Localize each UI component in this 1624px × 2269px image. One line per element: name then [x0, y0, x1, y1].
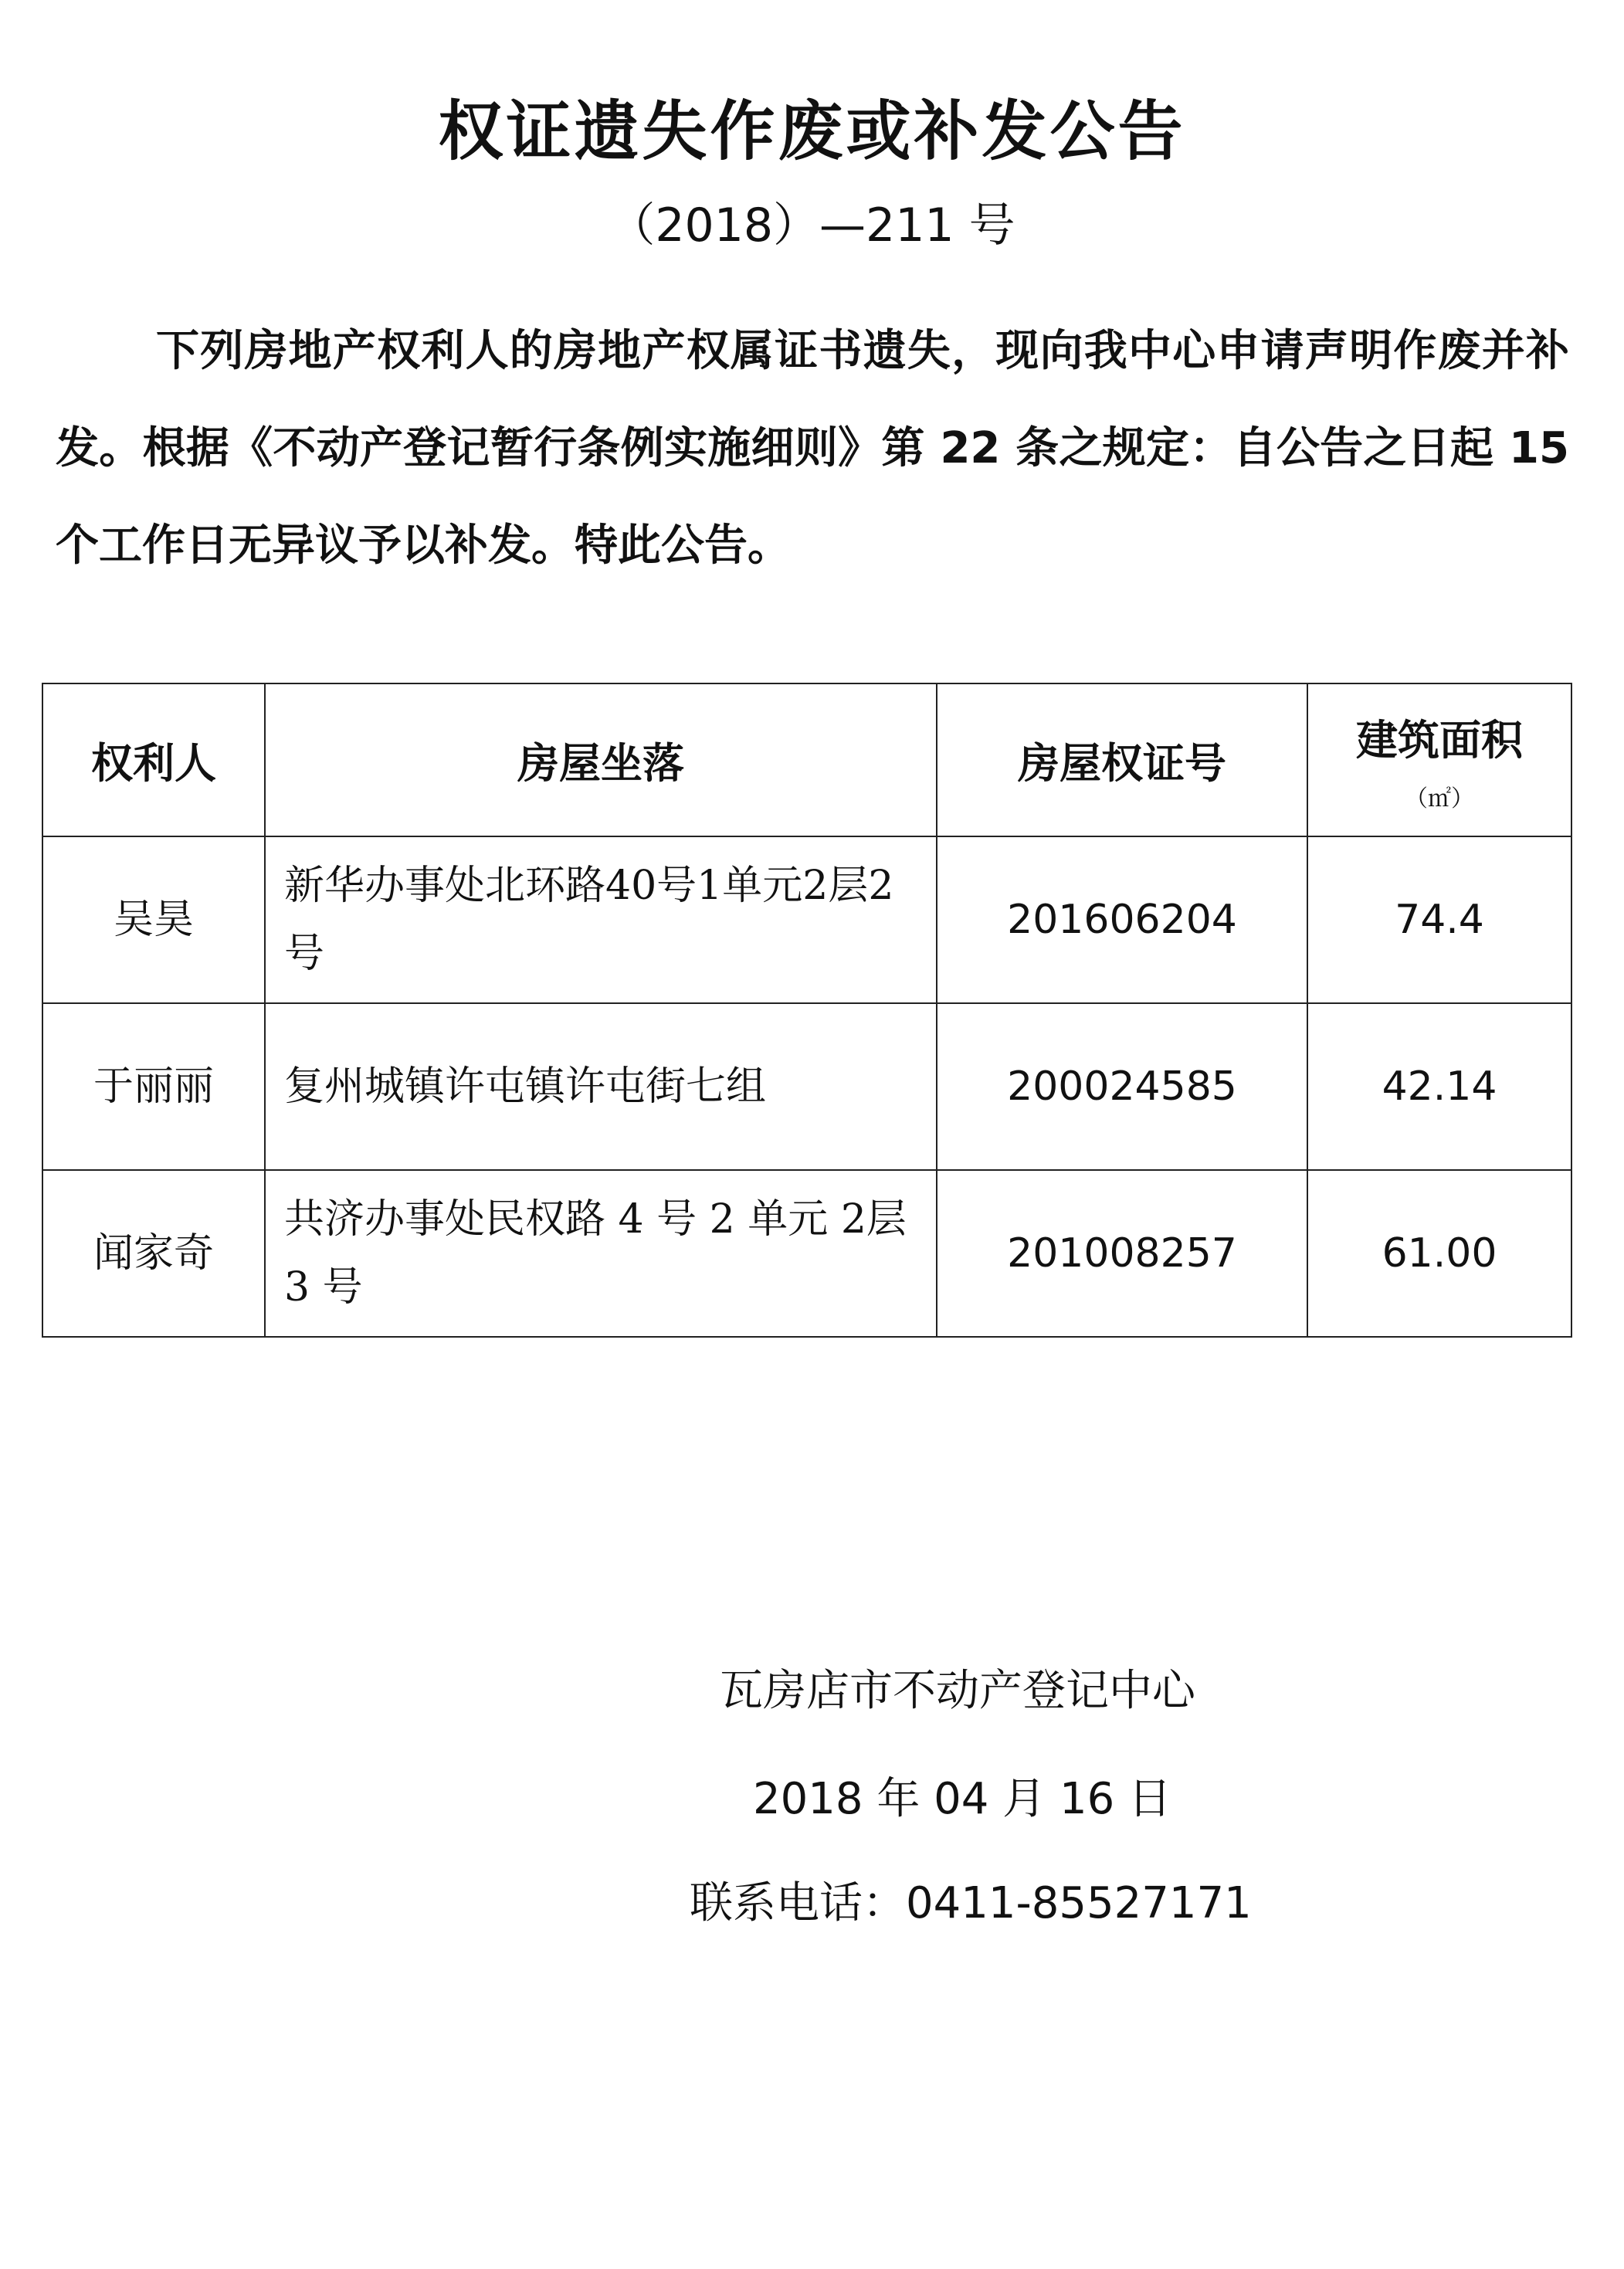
notice-number: （2018）—211 号 [609, 198, 1015, 253]
header-holder: 权利人 [42, 683, 265, 836]
cell-area: 61.00 [1307, 1170, 1571, 1337]
cell-area: 42.14 [1307, 1003, 1571, 1170]
header-area-label: 建筑面积 [1356, 715, 1523, 765]
header-cert-no: 房屋权证号 [937, 683, 1307, 836]
cell-location: 新华办事处北环路40号1单元2层2号 [265, 836, 937, 1003]
header-area [1307, 683, 1571, 836]
issuing-organization: 瓦房店市不动产登记中心 [720, 1666, 1195, 1716]
table-row [42, 836, 1571, 1003]
table-row [42, 1170, 1571, 1337]
cell-holder: 吴昊 [42, 836, 265, 1003]
notice-title: 权证遗失作废或补发公告 [438, 93, 1186, 169]
table-row [42, 1003, 1571, 1170]
certificate-table [42, 683, 1572, 1338]
header-area-unit: （㎡） [1405, 785, 1474, 812]
header-location: 房屋坐落 [265, 683, 937, 836]
contact-phone: 联系电话：0411-85527171 [690, 1878, 1252, 1928]
cell-location: 共济办事处民权路 4 号 2 单元 2层 3 号 [265, 1170, 937, 1337]
table-header-row [42, 683, 1571, 836]
cell-cert-no: 201008257 [937, 1170, 1307, 1337]
cell-location: 复州城镇许屯镇许屯街七组 [265, 1003, 937, 1170]
cell-holder: 闻家奇 [42, 1170, 265, 1337]
cell-holder: 于丽丽 [42, 1003, 265, 1170]
cell-area: 74.4 [1307, 836, 1571, 1003]
cell-cert-no: 201606204 [937, 836, 1307, 1003]
notice-body: 下列房地产权利人的房地产权属证书遗失，现向我中心申请声明作废并补发。根据《不动产登记暂行条例实施细则》第 22 条之规定：自公告之日起 15 个工作日无异议予以补发。特此公告。 [56, 326, 1569, 571]
cell-cert-no: 200024585 [937, 1003, 1307, 1170]
issue-date: 2018 年 04 月 16 日 [753, 1774, 1172, 1824]
